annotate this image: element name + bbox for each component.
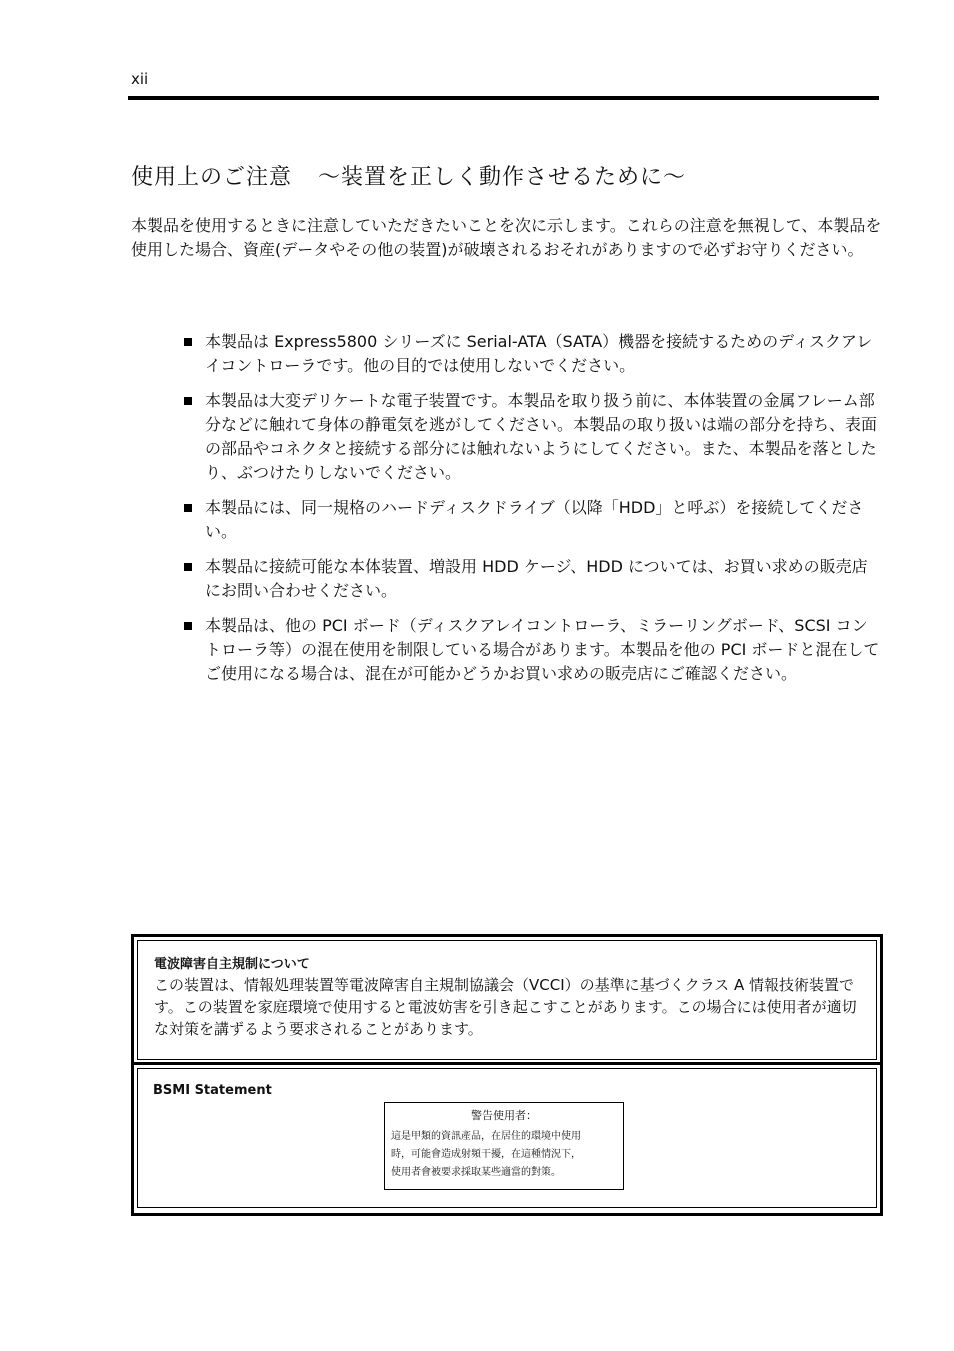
- list-item: [182, 389, 882, 485]
- bsmi-statement-inner: [137, 1068, 877, 1208]
- list-item-text: 本製品は大変デリケートな電子装置です。本製品を取り扱う前に、本体装置の金属フレーム部分などに触れて身体の静電気を逃がしてください。本製品の取り扱いは端の部分を持ち、表面の部品やコネクタと接続する部分には触れないようにしてください。また、本製品を落としたり、ぶつけたりしないでください。: [205, 391, 878, 482]
- square-bullet-icon: [184, 563, 192, 571]
- bsmi-warning-title: 警告使用者：: [471, 1109, 537, 1122]
- bsmi-statement-box: [131, 1062, 883, 1216]
- list-item: [182, 330, 882, 378]
- list-item-text: 本製品は、他の PCI ボード（ディスクアレイコントローラ、ミラーリングボード、SCSI コントローラ等）の混在使用を制限している場合があります。本製品を他の PCI ボードと混在してご使用になる場合は、混在が可能かどうかお買い求めの販売店にご確認ください。: [205, 616, 880, 683]
- bsmi-warning-box: [384, 1102, 624, 1190]
- list-item: [182, 496, 882, 544]
- bsmi-warning-line: 時，可能會造成射頻干擾，在這種情況下，: [391, 1149, 581, 1160]
- vcci-title: 電波障害自主規制について: [154, 957, 310, 972]
- bsmi-title: BSMI Statement: [153, 1083, 272, 1098]
- square-bullet-icon: [184, 504, 192, 512]
- header-rule: [128, 96, 879, 100]
- intro-paragraph: 本製品を使用するときに注意していただきたいことを次に示します。これらの注意を無視して、本製品を使用した場合、資産(データやその他の装置)が破壊されるおそれがありますので必ずお守りください。: [131, 216, 882, 259]
- list-item-text: 本製品は Express5800 シリーズに Serial-ATA（SATA）機器を接続するためのディスクアレイコントローラです。他の目的では使用しないでください。: [205, 332, 873, 375]
- vcci-text: この装置は、情報処理装置等電波障害自主規制協議会（VCCI）の基準に基づくクラス A 情報技術装置です。この装置を家庭環境で使用すると電波妨害を引き起こすことがあります。この場合には使用者が適切な対策を講ずるよう要求されることがあります。: [154, 976, 857, 1038]
- bsmi-warning-line: 使用者會被要求採取某些適當的對策。: [391, 1167, 561, 1178]
- page-number: xii: [131, 70, 149, 88]
- vcci-notice-box: [131, 934, 883, 1068]
- caution-list: [182, 330, 882, 697]
- vcci-notice-inner: [137, 940, 877, 1060]
- square-bullet-icon: [184, 397, 192, 405]
- square-bullet-icon: [184, 622, 192, 630]
- list-item: [182, 614, 882, 686]
- title-sub: ～装置を正しく動作させるために～: [318, 165, 687, 190]
- title-main: 使用上のご注意: [131, 165, 293, 190]
- page-title: [131, 160, 686, 191]
- list-item: [182, 555, 882, 603]
- bsmi-warning-text: [391, 1128, 617, 1182]
- bsmi-warning-line: 這是甲類的資訊產品，在居住的環境中使用: [391, 1131, 581, 1142]
- square-bullet-icon: [184, 338, 192, 346]
- list-item-text: 本製品には、同一規格のハードディスクドライブ（以降「HDD」と呼ぶ）を接続してください。: [205, 498, 864, 541]
- list-item-text: 本製品に接続可能な本体装置、増設用 HDD ケージ、HDD については、お買い求めの販売店にお問い合わせください。: [205, 557, 868, 600]
